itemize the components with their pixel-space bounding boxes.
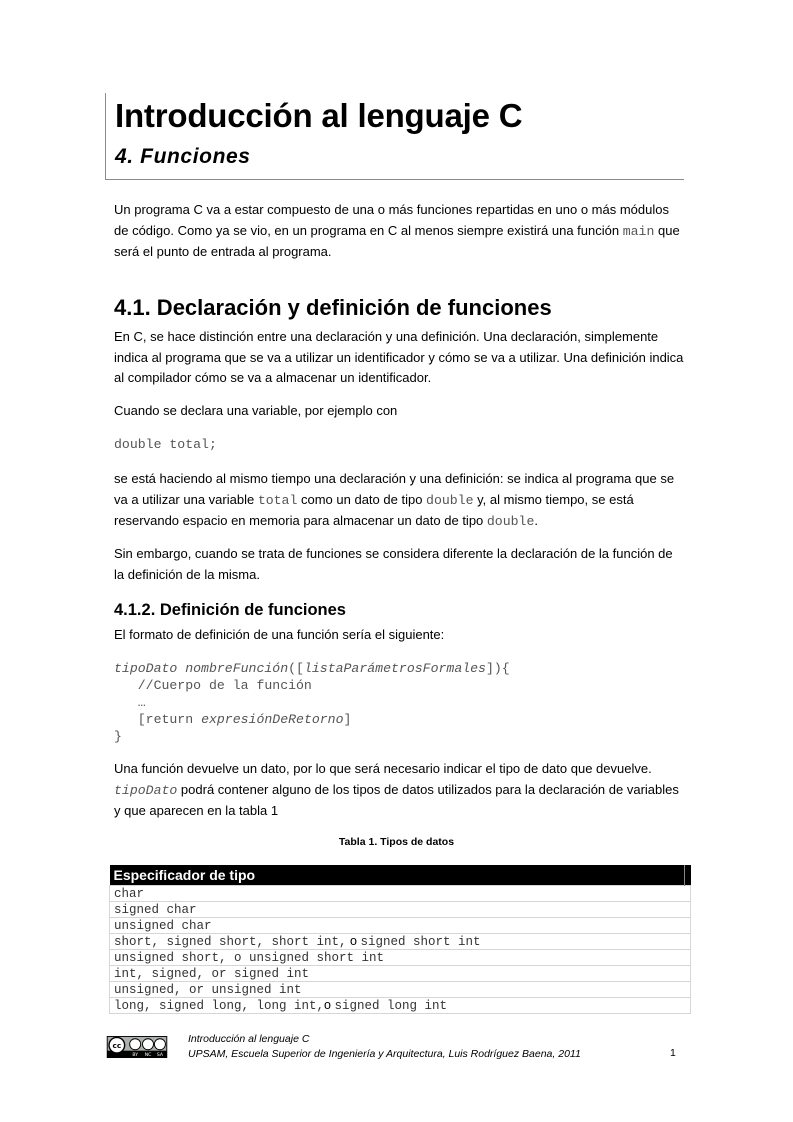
page-footer [105, 1032, 685, 1062]
table-row [110, 998, 691, 1014]
inline-code-main: main [622, 223, 655, 239]
svg-text:BY: BY [132, 1053, 139, 1058]
table-row [110, 902, 691, 918]
title-block [105, 93, 684, 180]
section-heading-4-1: 4.1. Declaración y definición de funciones [114, 295, 552, 320]
data-types-table [109, 865, 691, 1014]
code-nombre-funcion: nombreFunción [185, 661, 289, 676]
type-specifier-alt: signed long int [334, 999, 448, 1013]
section-4-1-paragraph-4: Sin embargo, cuando se trata de funciones se considera diferente la declaración de la función de la definición de la misma. [114, 546, 673, 582]
page-number: 1 [670, 1047, 676, 1059]
section-4-1-paragraph-3 [114, 469, 684, 533]
code-bracket-close: ]){ [485, 661, 510, 676]
code-ellipsis-line: … [114, 695, 146, 710]
table-row [110, 886, 691, 902]
type-specifier-alt: signed short int [360, 935, 481, 949]
type-specifier: signed char [114, 902, 197, 917]
p3-text-4: . [534, 513, 538, 528]
code-example-declaration: double total; [114, 437, 217, 452]
table-header-stub [684, 865, 691, 886]
conjunction-text: o [346, 934, 361, 948]
code-return-expression: expresiónDeRetorno [201, 712, 344, 727]
section-4-1-2-paragraph-2 [114, 759, 684, 822]
footer-line-1: Introducción al lenguaje C [188, 1033, 310, 1045]
intro-text-end: que será el punto de entrada al programa. [114, 222, 680, 259]
footer-text [188, 1032, 581, 1062]
table-row [110, 918, 691, 934]
inline-code-tipo-dato: tipoDato [114, 782, 178, 798]
table-cell [110, 966, 691, 982]
code-params: listaParámetrosFormales [303, 661, 486, 676]
creative-commons-license-icon [105, 1036, 169, 1058]
table-cell [110, 934, 691, 950]
table-row [110, 966, 691, 982]
footer-line-2: UPSAM, Escuela Superior de Ingeniería y Arquitectura, Luis Rodríguez Baena, 2011 [188, 1048, 581, 1060]
code-return-open: [return [114, 712, 202, 727]
intro-paragraph [114, 200, 684, 263]
section-4-1-2-paragraph-1: El formato de definición de una función sería el siguiente: [114, 627, 445, 642]
table-cell [110, 902, 691, 918]
p3-text-2: como un dato de tipo [297, 491, 427, 507]
p2-text-2: podrá contener alguno de los tipos de datos utilizados para la declaración de variables y que aparecen en la tabla 1 [114, 781, 679, 818]
chapter-subtitle: 4. Funciones [115, 145, 251, 168]
code-block-function-format [114, 660, 510, 745]
table-header-row [110, 865, 691, 886]
table-cell [110, 886, 691, 902]
type-specifier: int, signed, or signed int [114, 966, 310, 981]
code-comment-line: //Cuerpo de la función [114, 678, 312, 693]
code-closing-brace: } [114, 729, 122, 744]
table-row [110, 950, 691, 966]
svg-text:cc: cc [112, 1040, 122, 1050]
type-specifier: unsigned, or unsigned int [114, 982, 302, 997]
p2-text-1: Una función devuelve un dato, por lo que será necesario indicar el tipo de dato que devuelve. [114, 761, 652, 776]
type-specifier: unsigned char [114, 918, 212, 933]
type-specifier: char [114, 886, 145, 901]
inline-code-double-2: double [486, 514, 535, 529]
document-title: Introducción al lenguaje C [115, 97, 523, 134]
section-4-1-paragraph-2: Cuando se declara una variable, por ejemplo con [114, 403, 398, 418]
svg-text:NC: NC [144, 1053, 152, 1058]
type-specifier: unsigned short, o unsigned short int [114, 950, 385, 965]
type-specifier: short, signed short, short int, [114, 935, 347, 949]
code-bracket-open: ([ [288, 661, 304, 676]
section-4-1-paragraph-1: En C, se hace distinción entre una declaración y una definición. Una declaración, simplemente indica al programa que se va a utilizar un identificador y cómo se va a utilizar. Una definición indica al compilador cómo se va a almacenar un identificador. [114, 329, 684, 385]
inline-code-double: double [426, 492, 474, 508]
type-specifier: long, signed long, long int, [114, 999, 325, 1013]
svg-text:SA: SA [156, 1053, 163, 1058]
table-cell [110, 950, 691, 966]
code-return-close: ] [343, 712, 352, 727]
table-cell [110, 918, 691, 934]
table-row [110, 982, 691, 998]
code-tipo-dato: tipoDato [114, 661, 178, 676]
table-cell [110, 998, 691, 1014]
p3-text-3: y, al mismo tiempo, se está reservando espacio en memoria para almacenar un dato de tipo [114, 491, 634, 528]
p3-text-1: se está haciendo al mismo tiempo una declaración y una definición: se indica al programa que se va a utilizar una variable [114, 471, 675, 507]
conjunction-text: o [324, 998, 335, 1012]
inline-code-total: total [257, 492, 298, 508]
table-row [110, 934, 691, 950]
section-heading-4-1-2: 4.1.2. Definición de funciones [114, 601, 346, 619]
table-header-cell: Especificador de tipo [110, 865, 685, 886]
table-cell [110, 982, 691, 998]
table-caption: Tabla 1. Tipos de datos [338, 836, 455, 848]
intro-text: Un programa C va a estar compuesto de una o más funciones repartidas en uno o más módulos de código. Como ya se vio, en un programa en C al menos siempre existirá una función [114, 202, 669, 238]
